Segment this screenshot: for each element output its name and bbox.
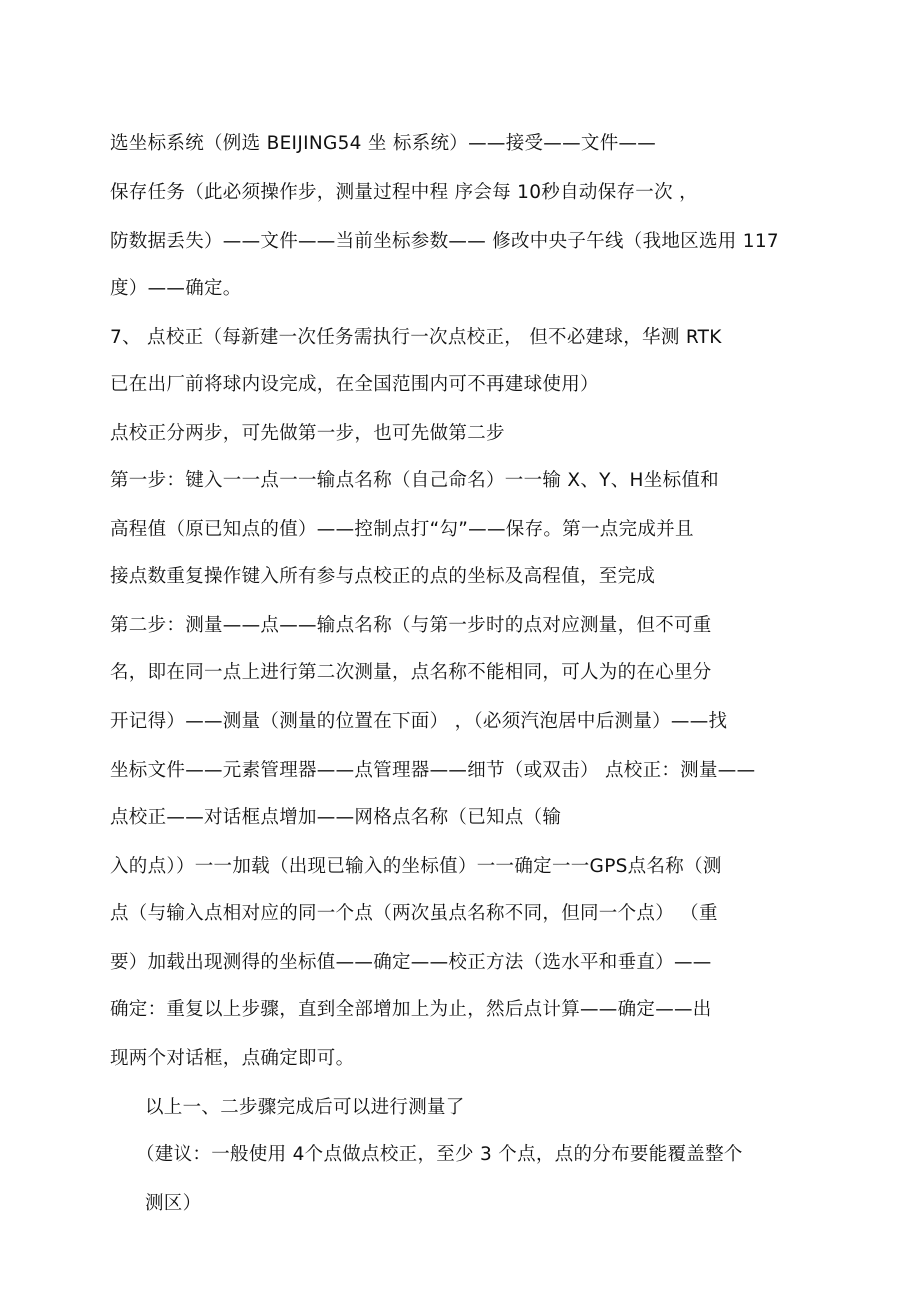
text-line: 现两个对话框，点确定即可。 xyxy=(110,1048,355,1069)
text-line: 测区） xyxy=(145,1193,202,1214)
text-line: 坐标文件——元素管理器——点管理器——细节（或双击） 点校正：测量—— xyxy=(110,760,756,781)
text-line: 第一步：键入一一点一一输点名称（自己命名）一一输 X、Y、H坐标值和 xyxy=(110,470,719,491)
text-line: 选坐标系统（例选 BEIJING54 坐 标系统）——接受——文件—— xyxy=(110,133,657,154)
text-line: 度）——确定。 xyxy=(110,278,242,299)
text-line: 保存任务（此必须操作步，测量过程中程 序会每 10秒自动保存一次 ， xyxy=(110,182,698,203)
text-line: 接点数重复操作键入所有参与点校正的点的坐标及高程值，至完成 xyxy=(110,566,656,587)
text-line: 防数据丢失）——文件——当前坐标参数—— 修改中央子午线（我地区选用 117 xyxy=(110,231,779,252)
text-line: 入的点））一一加载（出现已输入的坐标值）一一确定一一GPS点名称（测 xyxy=(110,856,722,877)
text-line: 开记得）——测量（测量的位置在下面） ，（必须汽泡居中后测量）——找 xyxy=(110,711,728,732)
text-line: 要）加载出现测得的坐标值——确定——校正方法（选水平和垂直）—— xyxy=(110,952,712,973)
text-line: 名，即在同一点上进行第二次测量，点名称不能相同，可人为的在心里分 xyxy=(110,662,712,683)
text-line: 点（与输入点相对应的同一个点（两次虽点名称不同，但同一个点） （重 xyxy=(110,903,718,924)
text-line: 点校正分两步，可先做第一步，也可先做第二步 xyxy=(110,423,505,444)
text-line: 以上一、二步骤完成后可以进行测量了 xyxy=(145,1097,465,1118)
text-line: 点校正——对话框点增加——网格点名称（已知点（输 xyxy=(110,807,562,828)
text-line: 已在出厂前将球内设完成，在全国范围内可不再建球使用） xyxy=(110,374,599,395)
text-line: （建议：一般使用 4个点做点校正，至少 3 个点，点的分布要能覆盖整个 xyxy=(136,1144,743,1165)
text-line: 确定：重复以上步骤，直到全部增加上为止，然后点计算——确定——出 xyxy=(110,999,712,1020)
text-line: 第二步：测量——点——输点名称（与第一步时的点对应测量，但不可重 xyxy=(110,615,712,636)
text-line: 高程值（原已知点的值）——控制点打“勾”——保存。第一点完成并且 xyxy=(110,519,694,540)
text-line: 7、 点校正（每新建一次任务需执行一次点校正， 但不必建球，华测 RTK xyxy=(110,327,722,348)
